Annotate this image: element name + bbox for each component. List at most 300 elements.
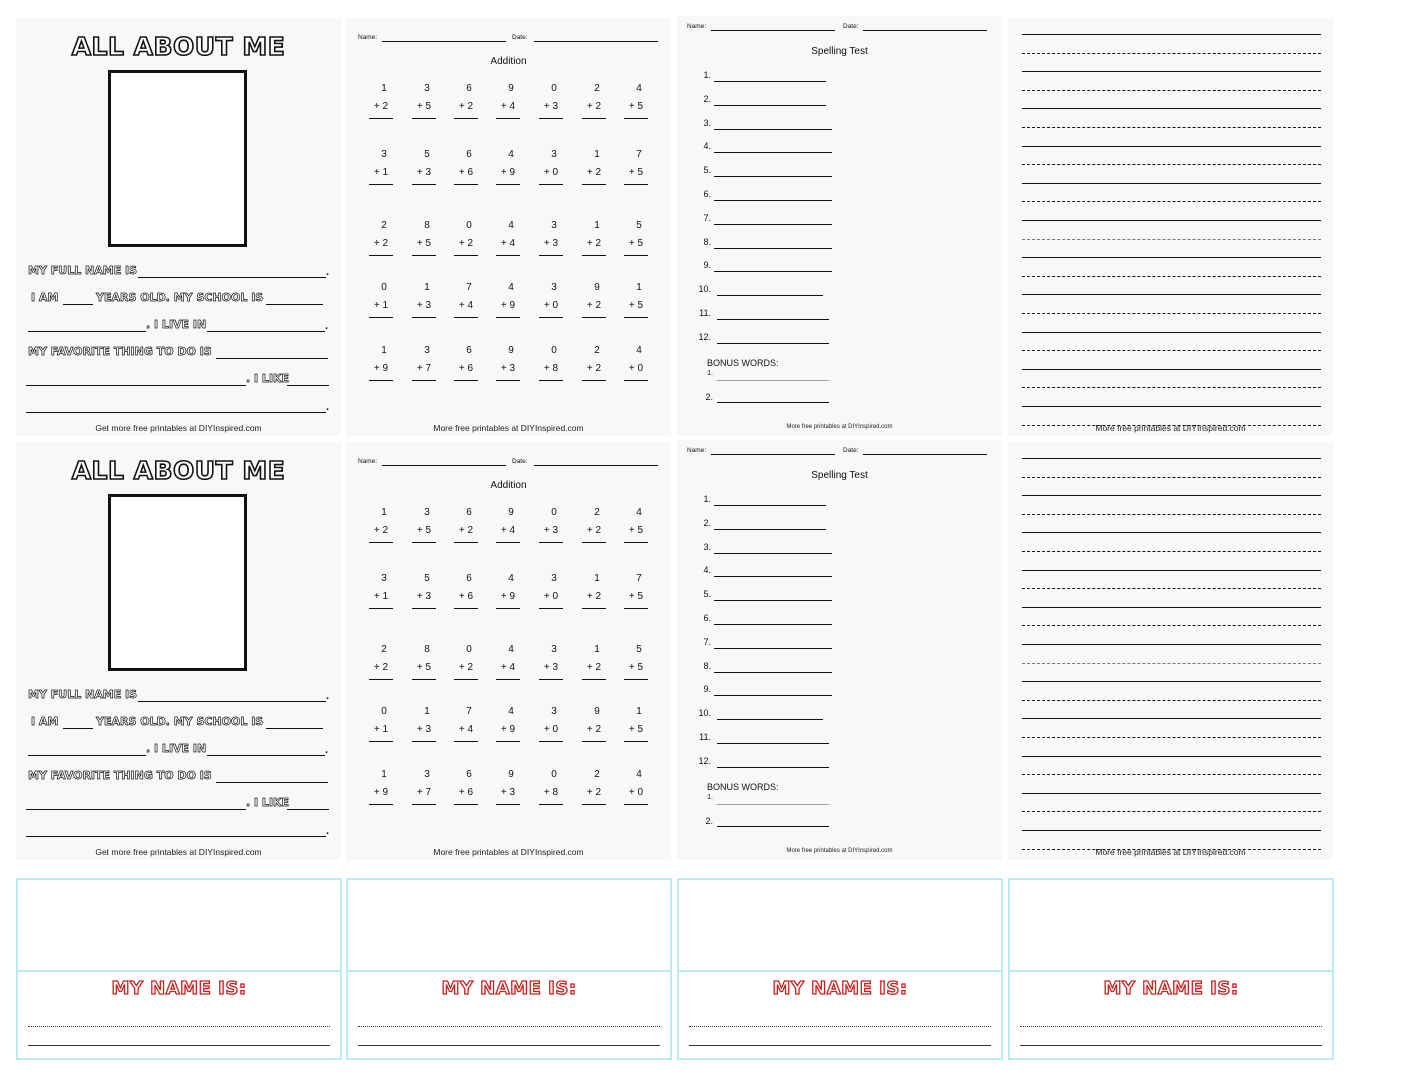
writing-line-solid[interactable] [1022,756,1321,757]
word-answer-line[interactable] [714,576,832,577]
answer-line[interactable] [369,608,393,609]
addition-problem [369,504,393,543]
addend-top: 3 [381,149,387,160]
answer-line[interactable] [412,118,436,119]
answer-line[interactable] [582,118,606,119]
addend-top: 0 [381,706,387,717]
answer-line[interactable] [496,317,520,318]
addend-top: 3 [551,220,557,231]
bonus-answer-line[interactable] [717,380,829,381]
writing-line-dashed[interactable] [1022,350,1321,351]
word-answer-line[interactable] [717,295,823,296]
writing-line-dashed[interactable] [1022,774,1321,775]
name-tag [346,878,672,1060]
answer-line[interactable] [624,118,648,119]
answer-line[interactable] [624,608,648,609]
answer-line[interactable] [624,184,648,185]
word-answer-line[interactable] [714,271,832,272]
addition-problem [582,80,606,119]
age-label-a: I AM [31,715,59,728]
addition-problem [496,703,520,742]
fill-in-blank[interactable] [26,836,326,837]
answer-line[interactable] [539,804,563,805]
fill-in-blank[interactable] [287,809,329,810]
addend-bottom: + 3 [416,300,432,311]
writing-line-dashed[interactable] [1022,551,1321,552]
all-about-me-card [16,18,341,436]
word-answer-line[interactable] [714,224,832,225]
addition-problem [412,342,436,381]
addend-top: 1 [381,507,387,518]
answer-line[interactable] [412,184,436,185]
addend-bottom: + 2 [458,525,474,536]
answer-line[interactable] [454,317,478,318]
answer-line[interactable] [496,380,520,381]
i-like-label: . I LIKE [246,372,290,385]
word-answer-line[interactable] [717,767,829,768]
word-number: 4. [703,141,711,152]
addition-problem [454,217,478,256]
answer-line[interactable] [582,380,606,381]
answer-line[interactable] [412,679,436,680]
answer-line[interactable] [454,542,478,543]
name-write-line-dotted[interactable] [689,1026,991,1027]
period: . [325,744,329,756]
answer-line[interactable] [624,542,648,543]
word-answer-line[interactable] [714,176,832,177]
period: . [326,266,330,278]
word-answer-line[interactable] [714,529,826,530]
addition-problem [624,766,648,805]
addend-bottom: + 5 [416,101,432,112]
name-tag-title: MY NAME IS: [441,978,577,999]
addend-bottom: + 5 [628,238,644,249]
addend-bottom: + 7 [416,787,432,798]
writing-line-dashed[interactable] [1022,53,1321,54]
addition-problem [412,217,436,256]
word-answer-line[interactable] [714,248,832,249]
addition-problem [454,570,478,609]
writing-line-solid[interactable] [1022,718,1321,719]
addend-top: 9 [508,345,514,356]
addend-top: 1 [636,282,642,293]
addition-problem [582,279,606,318]
addend-top: 3 [551,282,557,293]
addend-top: 0 [551,769,557,780]
addend-bottom: + 5 [628,167,644,178]
name-write-line[interactable] [689,1045,991,1046]
word-answer-line[interactable] [717,319,829,320]
answer-line[interactable] [369,679,393,680]
fill-in-blank[interactable] [26,385,246,386]
word-answer-line[interactable] [714,672,832,673]
word-number: 5. [703,165,711,176]
addend-top: 0 [466,220,472,231]
answer-line[interactable] [369,380,393,381]
fill-in-blank[interactable] [138,277,326,278]
addition-problem [624,146,648,185]
addend-bottom: + 3 [416,724,432,735]
date-field[interactable] [534,41,658,42]
answer-line[interactable] [582,804,606,805]
name-label: Name: [687,447,707,454]
answer-line[interactable] [454,255,478,256]
live-in-label: . I LIVE IN [146,318,207,331]
name-write-line[interactable] [358,1045,660,1046]
answer-line[interactable] [369,255,393,256]
bonus-answer-line[interactable] [717,804,829,805]
addend-bottom: + 5 [628,525,644,536]
addition-problem [624,217,648,256]
name-write-line-dotted[interactable] [358,1026,660,1027]
addend-bottom: + 6 [458,591,474,602]
bonus-answer-line[interactable] [717,826,829,827]
answer-line[interactable] [412,317,436,318]
addend-top: 9 [594,282,600,293]
fill-in-blank[interactable] [26,412,326,413]
answer-line[interactable] [624,804,648,805]
answer-line[interactable] [496,679,520,680]
writing-line-solid[interactable] [1022,332,1321,333]
fill-in-blank[interactable] [207,331,325,332]
addend-top: 9 [508,769,514,780]
addend-top: 3 [551,706,557,717]
answer-line[interactable] [496,804,520,805]
addition-problem [412,279,436,318]
writing-line-dashed[interactable] [1022,737,1321,738]
addend-top: 7 [466,706,472,717]
name-write-line[interactable] [28,1045,330,1046]
name-tag-title: MY NAME IS: [1103,978,1239,999]
word-answer-line[interactable] [714,553,832,554]
word-answer-line[interactable] [714,624,832,625]
word-answer-line[interactable] [714,600,832,601]
addition-problem [369,146,393,185]
addition-problem [496,342,520,381]
writing-line-solid[interactable] [1022,108,1321,109]
addend-bottom: + 2 [586,167,602,178]
addend-bottom: + 0 [543,300,559,311]
answer-line[interactable] [412,741,436,742]
addend-top: 5 [424,149,430,160]
writing-line-dashed[interactable] [1022,239,1321,240]
writing-line-solid[interactable] [1022,294,1321,295]
answer-line[interactable] [582,317,606,318]
writing-line-solid[interactable] [1022,146,1321,147]
answer-line[interactable] [454,679,478,680]
answer-line[interactable] [539,741,563,742]
addend-top: 1 [594,220,600,231]
answer-line[interactable] [496,118,520,119]
addend-bottom: + 9 [373,787,389,798]
addend-top: 4 [508,149,514,160]
answer-line[interactable] [454,184,478,185]
answer-line[interactable] [582,255,606,256]
writing-line-dashed[interactable] [1022,811,1321,812]
addend-bottom: + 2 [586,591,602,602]
answer-line[interactable] [369,741,393,742]
word-number: 6. [703,613,711,623]
fill-in-blank[interactable] [138,701,326,702]
footer-text: Get more free printables at DIYInspired.com [95,423,262,433]
word-answer-line[interactable] [714,152,832,153]
fill-in-blank[interactable] [287,385,329,386]
addend-bottom: + 1 [373,167,389,178]
addend-top: 3 [424,83,430,94]
addition-problem [369,80,393,119]
writing-line-dashed[interactable] [1022,663,1321,664]
addend-bottom: + 5 [628,662,644,673]
addend-top: 7 [636,149,642,160]
word-answer-line[interactable] [714,695,832,696]
writing-line-solid[interactable] [1022,183,1321,184]
addition-title: Addition [490,480,527,491]
addend-top: 1 [424,706,430,717]
addend-top: 0 [466,644,472,655]
addend-top: 6 [466,83,472,94]
addend-bottom: + 0 [628,787,644,798]
answer-line[interactable] [369,118,393,119]
answer-line[interactable] [496,608,520,609]
writing-line-solid[interactable] [1022,532,1321,533]
addend-bottom: + 4 [500,101,516,112]
writing-line-solid[interactable] [1022,607,1321,608]
answer-line[interactable] [369,184,393,185]
answer-line[interactable] [539,317,563,318]
answer-line[interactable] [624,679,648,680]
name-field[interactable] [382,41,506,42]
answer-line[interactable] [582,741,606,742]
answer-line[interactable] [624,741,648,742]
addend-bottom: + 5 [416,238,432,249]
word-answer-line[interactable] [717,719,823,720]
writing-line-dashed[interactable] [1022,514,1321,515]
addition-problem [539,342,563,381]
word-answer-line[interactable] [714,81,826,82]
answer-line[interactable] [412,380,436,381]
addend-top: 2 [594,507,600,518]
addend-top: 4 [508,706,514,717]
fill-in-blank[interactable] [266,728,323,729]
writing-line-solid[interactable] [1022,71,1321,72]
answer-line[interactable] [582,679,606,680]
writing-line-dashed[interactable] [1022,276,1321,277]
word-answer-line[interactable] [714,105,826,106]
word-number: 5. [703,589,711,600]
live-in-label: . I LIVE IN [146,742,207,755]
answer-line[interactable] [539,380,563,381]
answer-line[interactable] [539,679,563,680]
bonus-words-label: BONUS WORDS: [707,782,779,792]
addition-problem [412,146,436,185]
answer-line[interactable] [454,608,478,609]
addition-problem [582,342,606,381]
addend-bottom: + 2 [586,300,602,311]
date-field[interactable] [863,454,987,455]
addend-bottom: + 4 [500,525,516,536]
fill-in-blank[interactable] [26,809,246,810]
writing-line-solid[interactable] [1022,458,1321,459]
answer-line[interactable] [539,542,563,543]
answer-line[interactable] [539,184,563,185]
addition-problem [412,703,436,742]
addend-bottom: + 0 [543,591,559,602]
answer-line[interactable] [369,804,393,805]
writing-line-dashed[interactable] [1022,625,1321,626]
fill-in-blank[interactable] [28,331,146,332]
addend-bottom: + 2 [373,662,389,673]
word-answer-line[interactable] [717,743,829,744]
addend-bottom: + 2 [586,787,602,798]
addition-problem [624,342,648,381]
writing-line-dashed[interactable] [1022,164,1321,165]
addition-problem [496,570,520,609]
word-number: 4. [703,565,711,576]
name-field[interactable] [711,30,835,31]
name-write-line[interactable] [1020,1045,1322,1046]
addition-problem [582,641,606,680]
writing-line-dashed[interactable] [1022,387,1321,388]
addend-bottom: + 3 [500,363,516,374]
writing-line-solid[interactable] [1022,495,1321,496]
footer-text: More free printables at DIYInspired.com [1095,423,1246,433]
answer-line[interactable] [624,380,648,381]
answer-line[interactable] [496,741,520,742]
writing-line-solid[interactable] [1022,406,1321,407]
name-write-line-dotted[interactable] [28,1026,330,1027]
fill-in-blank[interactable] [63,304,93,305]
addend-bottom: + 0 [628,363,644,374]
addend-bottom: + 9 [373,363,389,374]
writing-line-solid[interactable] [1022,257,1321,258]
word-answer-line[interactable] [717,343,829,344]
bonus-words-label: BONUS WORDS: [707,358,779,368]
addend-top: 4 [636,345,642,356]
answer-line[interactable] [454,741,478,742]
addend-top: 6 [466,769,472,780]
answer-line[interactable] [539,255,563,256]
answer-line[interactable] [496,542,520,543]
answer-line[interactable] [624,255,648,256]
name-field[interactable] [711,454,835,455]
word-answer-line[interactable] [714,129,832,130]
writing-line-solid[interactable] [1022,220,1321,221]
writing-line-solid[interactable] [1022,369,1321,370]
answer-line[interactable] [624,317,648,318]
addend-bottom: + 3 [543,525,559,536]
writing-line-dashed[interactable] [1022,477,1321,478]
addend-bottom: + 1 [373,591,389,602]
date-field[interactable] [863,30,987,31]
spelling-test-card [677,440,1002,860]
fill-in-blank[interactable] [266,304,323,305]
word-answer-line[interactable] [714,648,832,649]
addend-bottom: + 2 [458,101,474,112]
answer-line[interactable] [539,118,563,119]
addend-top: 9 [508,507,514,518]
answer-line[interactable] [369,542,393,543]
bonus-answer-line[interactable] [717,402,829,403]
addend-bottom: + 8 [543,363,559,374]
fill-in-blank[interactable] [63,728,93,729]
period: . [325,320,329,332]
writing-line-dashed[interactable] [1022,201,1321,202]
addend-bottom: + 5 [416,662,432,673]
bonus-number: 1. [707,370,713,377]
footer-text: More free printables at DIYInspired.com [433,847,584,857]
writing-line-solid[interactable] [1022,570,1321,571]
addend-top: 4 [508,282,514,293]
addend-top: 4 [636,83,642,94]
writing-line-dashed[interactable] [1022,127,1321,128]
fill-in-blank[interactable] [216,358,328,359]
fill-in-blank[interactable] [207,755,325,756]
word-number: 11. [699,308,711,318]
word-number: 9. [703,260,711,271]
writing-line-solid[interactable] [1022,34,1321,35]
fill-in-blank[interactable] [28,755,146,756]
addition-problem [369,217,393,256]
answer-line[interactable] [582,608,606,609]
writing-line-dashed[interactable] [1022,700,1321,701]
name-write-line-dotted[interactable] [1020,1026,1322,1027]
writing-line-solid[interactable] [1022,644,1321,645]
answer-line[interactable] [412,542,436,543]
addition-problem [369,641,393,680]
word-answer-line[interactable] [714,200,832,201]
fill-in-blank[interactable] [216,782,328,783]
addend-top: 4 [508,220,514,231]
addend-bottom: + 7 [416,363,432,374]
answer-line[interactable] [496,184,520,185]
answer-line[interactable] [412,255,436,256]
answer-line[interactable] [539,608,563,609]
writing-line-dashed[interactable] [1022,588,1321,589]
answer-line[interactable] [454,380,478,381]
writing-line-solid[interactable] [1022,793,1321,794]
addition-problem [624,80,648,119]
period: . [326,825,330,837]
name-field[interactable] [382,465,506,466]
word-answer-line[interactable] [714,505,826,506]
addition-problem [582,504,606,543]
writing-line-dashed[interactable] [1022,90,1321,91]
addition-problem [454,504,478,543]
addition-problem [454,766,478,805]
answer-line[interactable] [454,804,478,805]
writing-line-solid[interactable] [1022,681,1321,682]
addend-bottom: + 9 [500,724,516,735]
answer-line[interactable] [496,255,520,256]
addend-bottom: + 9 [500,300,516,311]
addend-bottom: + 5 [628,101,644,112]
date-field[interactable] [534,465,658,466]
answer-line[interactable] [412,804,436,805]
word-number: 3. [703,117,711,128]
answer-line[interactable] [582,542,606,543]
addition-problem [369,703,393,742]
addend-bottom: + 5 [628,300,644,311]
favorite-thing-label: MY FAVORITE THING TO DO IS [28,769,212,782]
writing-line-dashed[interactable] [1022,313,1321,314]
answer-line[interactable] [582,184,606,185]
writing-line-solid[interactable] [1022,830,1321,831]
answer-line[interactable] [412,608,436,609]
addend-top: 1 [381,345,387,356]
addend-bottom: + 1 [373,300,389,311]
answer-line[interactable] [454,118,478,119]
answer-line[interactable] [369,317,393,318]
